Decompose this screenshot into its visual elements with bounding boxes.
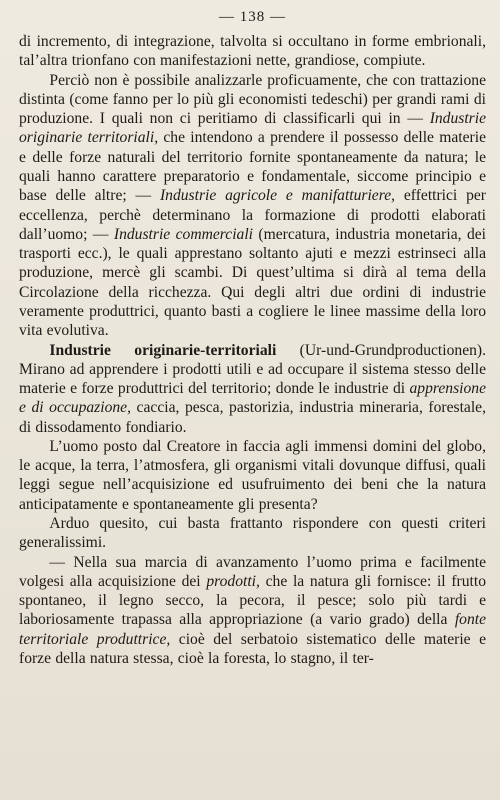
paragraph-arduo-quesito [19, 514, 486, 553]
text-run: (Ur-und-Grundproductionen). Mirano ad apprendere i prodotti utili e ad occupare il sistema stesso delle materie e forze produttrici del territorio; donde le industrie di [19, 341, 486, 398]
text-run: effettrici per eccellenza, perchè determinano la formazione di prodotti elaborati dall’uomo; — [19, 187, 487, 243]
text-run: di incremento, di integrazione, talvolta si occultano in forme embrionali, tal’altra trionfano con manifestazioni nette, grandiose, compiute. [19, 33, 486, 70]
paragraph-industrie-originarie [19, 341, 486, 437]
body-text [19, 32, 486, 668]
page-number: — 138 — [219, 9, 286, 25]
paragraph-avanzamento [19, 553, 486, 669]
italic-term: fonte territoriale produttrice, [19, 611, 486, 648]
text-run: (mercatura, industria monetaria, dei trasporti ecc.), le quali apprestano soltanto ajuti e mezzi estrinseci alla produzione, mercè gli scambi. Di quest’ultima si dirà al tema della Circolazione della ricchezza. Qui degli altri due ordini di industrie veramente produttrici, quanto basti a cogliere le linee massime della loro vita evolutiva. [19, 225, 486, 340]
text-run: Arduo quesito, cui basta frattanto rispondere con questi criteri generalissimi. [19, 515, 486, 552]
italic-term: Industrie commerciali [113, 225, 253, 243]
text-run: caccia, pesca, pastorizia, industria mineraria, forestale, di dissodamento fondiario. [19, 399, 486, 436]
paragraph-classification [19, 71, 486, 341]
paragraph-continuation [19, 32, 486, 71]
italic-term: Industrie agricole e manifatturiere, [159, 187, 396, 205]
paragraph-creatore [19, 437, 486, 514]
italic-term: apprensione e di occupazione, [19, 380, 486, 417]
text-run: — Nella sua marcia di avanzamento l’uomo prima e facilmente volgesi alla acquisizione dei [19, 553, 486, 590]
text-run: L’uomo posto dal Creatore in faccia agli immensi domini del globo, le acque, la terra, l’atmosfera, gli organismi vitali dovunque diffusi, quali leggi segue nell’acquisizione ed usufruimento dei beni che la natura anticipatamente e spontaneamente gli presenta? [19, 437, 486, 513]
text-run: cioè del serbatoio sistematico delle materie e forze della natura stessa, cioè la foresta, lo stagno, il ter- [19, 630, 486, 667]
text-run: che intendono a prendere il possesso delle materie e delle forze naturali del territorio fornite spontaneamente da natura; le quali hanno carattere preparatorio e fondamentale, siccome principio e base delle altre; — [19, 129, 486, 205]
italic-term: Industrie originarie territoriali, [19, 110, 486, 147]
italic-term: prodotti, [206, 572, 260, 590]
text-run: che la natura gli fornisce: il frutto spontaneo, il legno secco, la pecora, il pesce; solo più tardi e laboriosamente trapassa alla appropriazione (a vario grado) della [19, 572, 486, 629]
text-run: Perciò non è possibile analizzarle proficuamente, che con trattazione distinta (come fanno per lo più gli economisti tedeschi) per grandi rami di produzione. I quali non ci peritiamo di classificarli qui in — [19, 71, 486, 128]
bold-heading: Industrie originarie-territoriali [49, 341, 277, 359]
